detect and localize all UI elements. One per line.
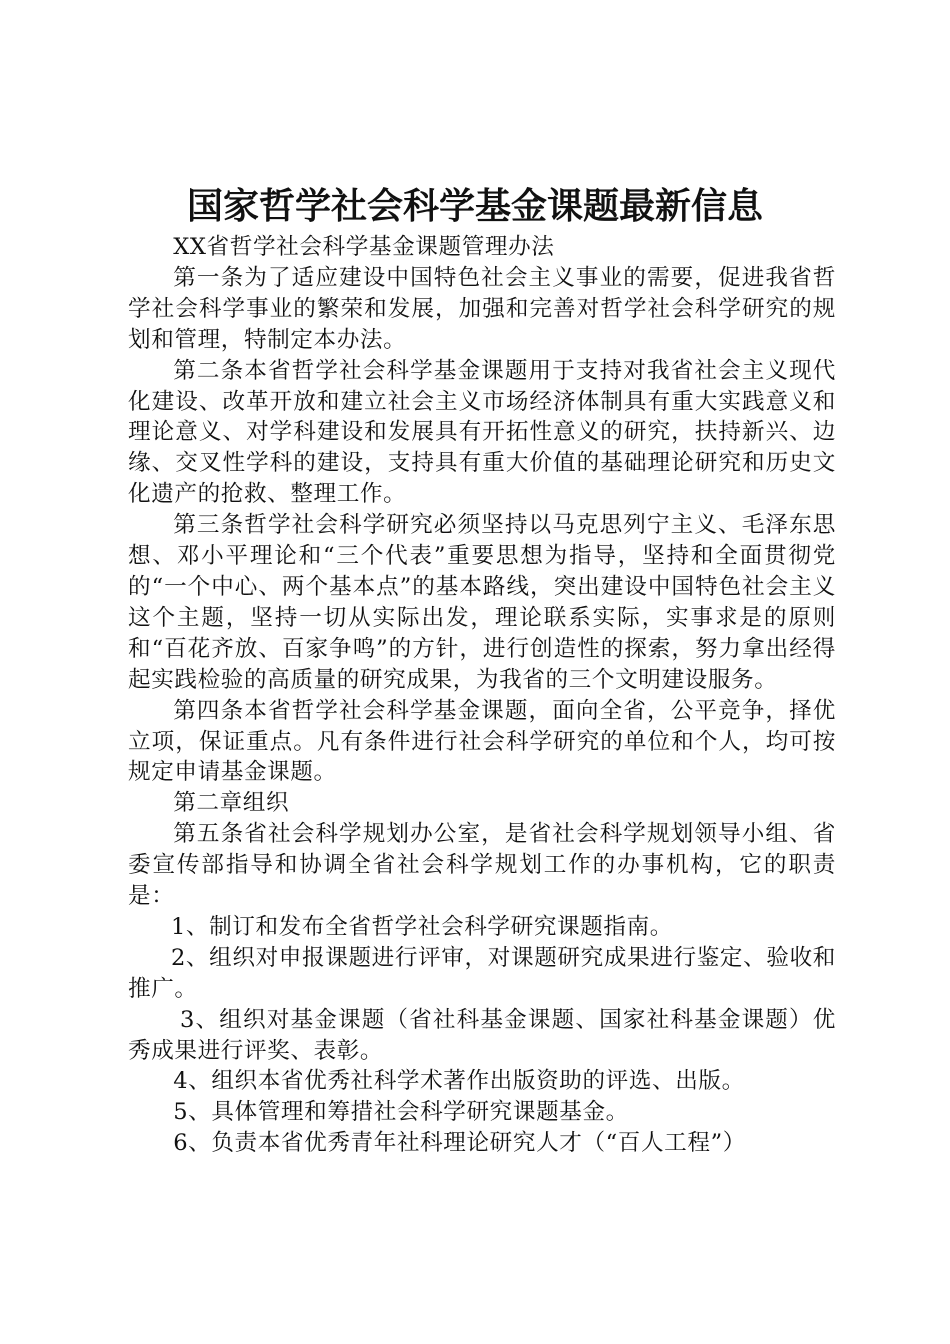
paragraph-article-3: 第三条哲学社会科学研究必须坚持以马克思列宁主义、毛泽东思想、邓小平理论和“三个代表”重要思想为指导，坚持和全面贯彻党的“一个中心、两个基本点”的基本路线，突出建设中国特色社会主义这个主题，坚持一切从实际出发，理论联系实际，实事求是的原则和“百花齐放、百家争鸣”的方针，进行创造性的探索，努力拿出经得起实践检验的高质量的研究成果，为我省的三个文明建设服务。 [128,512,836,693]
document-title: 国家哲学社会科学基金课题最新信息 [186,186,763,227]
paragraph-article-5: 第五条省社会科学规划办公室，是省社会科学规划领导小组、省委宣传部指导和协调全省社会科学规划工作的办事机构，它的职责是： [128,821,836,910]
list-item-1: 1、制订和发布全省哲学社会科学研究课题指南。 [170,913,673,940]
list-item-2: 2、组织对申报课题进行评审，对课题研究成果进行鉴定、验收和推广。 [128,944,836,1002]
list-item-4: 4、组织本省优秀社科学术著作出版资助的评选、出版。 [173,1068,745,1095]
list-item-6: 6、负责本省优秀青年社科理论研究人才（“百人工程”） [173,1130,746,1157]
paragraph-article-1: 第一条为了适应建设中国特色社会主义事业的需要，促进我省哲学社会科学事业的繁荣和发展，加强和完善对哲学社会科学研究的规划和管理，特制定本办法。 [128,264,836,353]
list-item-3: 3、组织对基金课题（省社科基金课题、国家社科基金课题）优秀成果进行评奖、表彰。 [128,1006,836,1064]
list-item-5: 5、具体管理和筹措社会科学研究课题基金。 [173,1099,629,1126]
paragraph-article-2: 第二条本省哲学社会科学基金课题用于支持对我省社会主义现代化建设、改革开放和建立社会主义市场经济体制具有重大实践意义和理论意义、对学科建设和发展具有开拓性意义的研究，扶持新兴、边缘、交叉性学科的建设，支持具有重大价值的基础理论研究和历史文化遗产的抢救、整理工作。 [128,357,836,508]
document-body [128,232,836,1159]
paragraph-chapter-2: 第二章组织 [173,790,290,817]
paragraph-heading-measures: XX省哲学社会科学基金课题管理办法 [173,234,555,260]
paragraph-article-4: 第四条本省哲学社会科学基金课题，面向全省，公平竞争，择优立项，保证重点。凡有条件进行社会科学研究的单位和个人，均可按规定申请基金课题。 [128,697,836,786]
